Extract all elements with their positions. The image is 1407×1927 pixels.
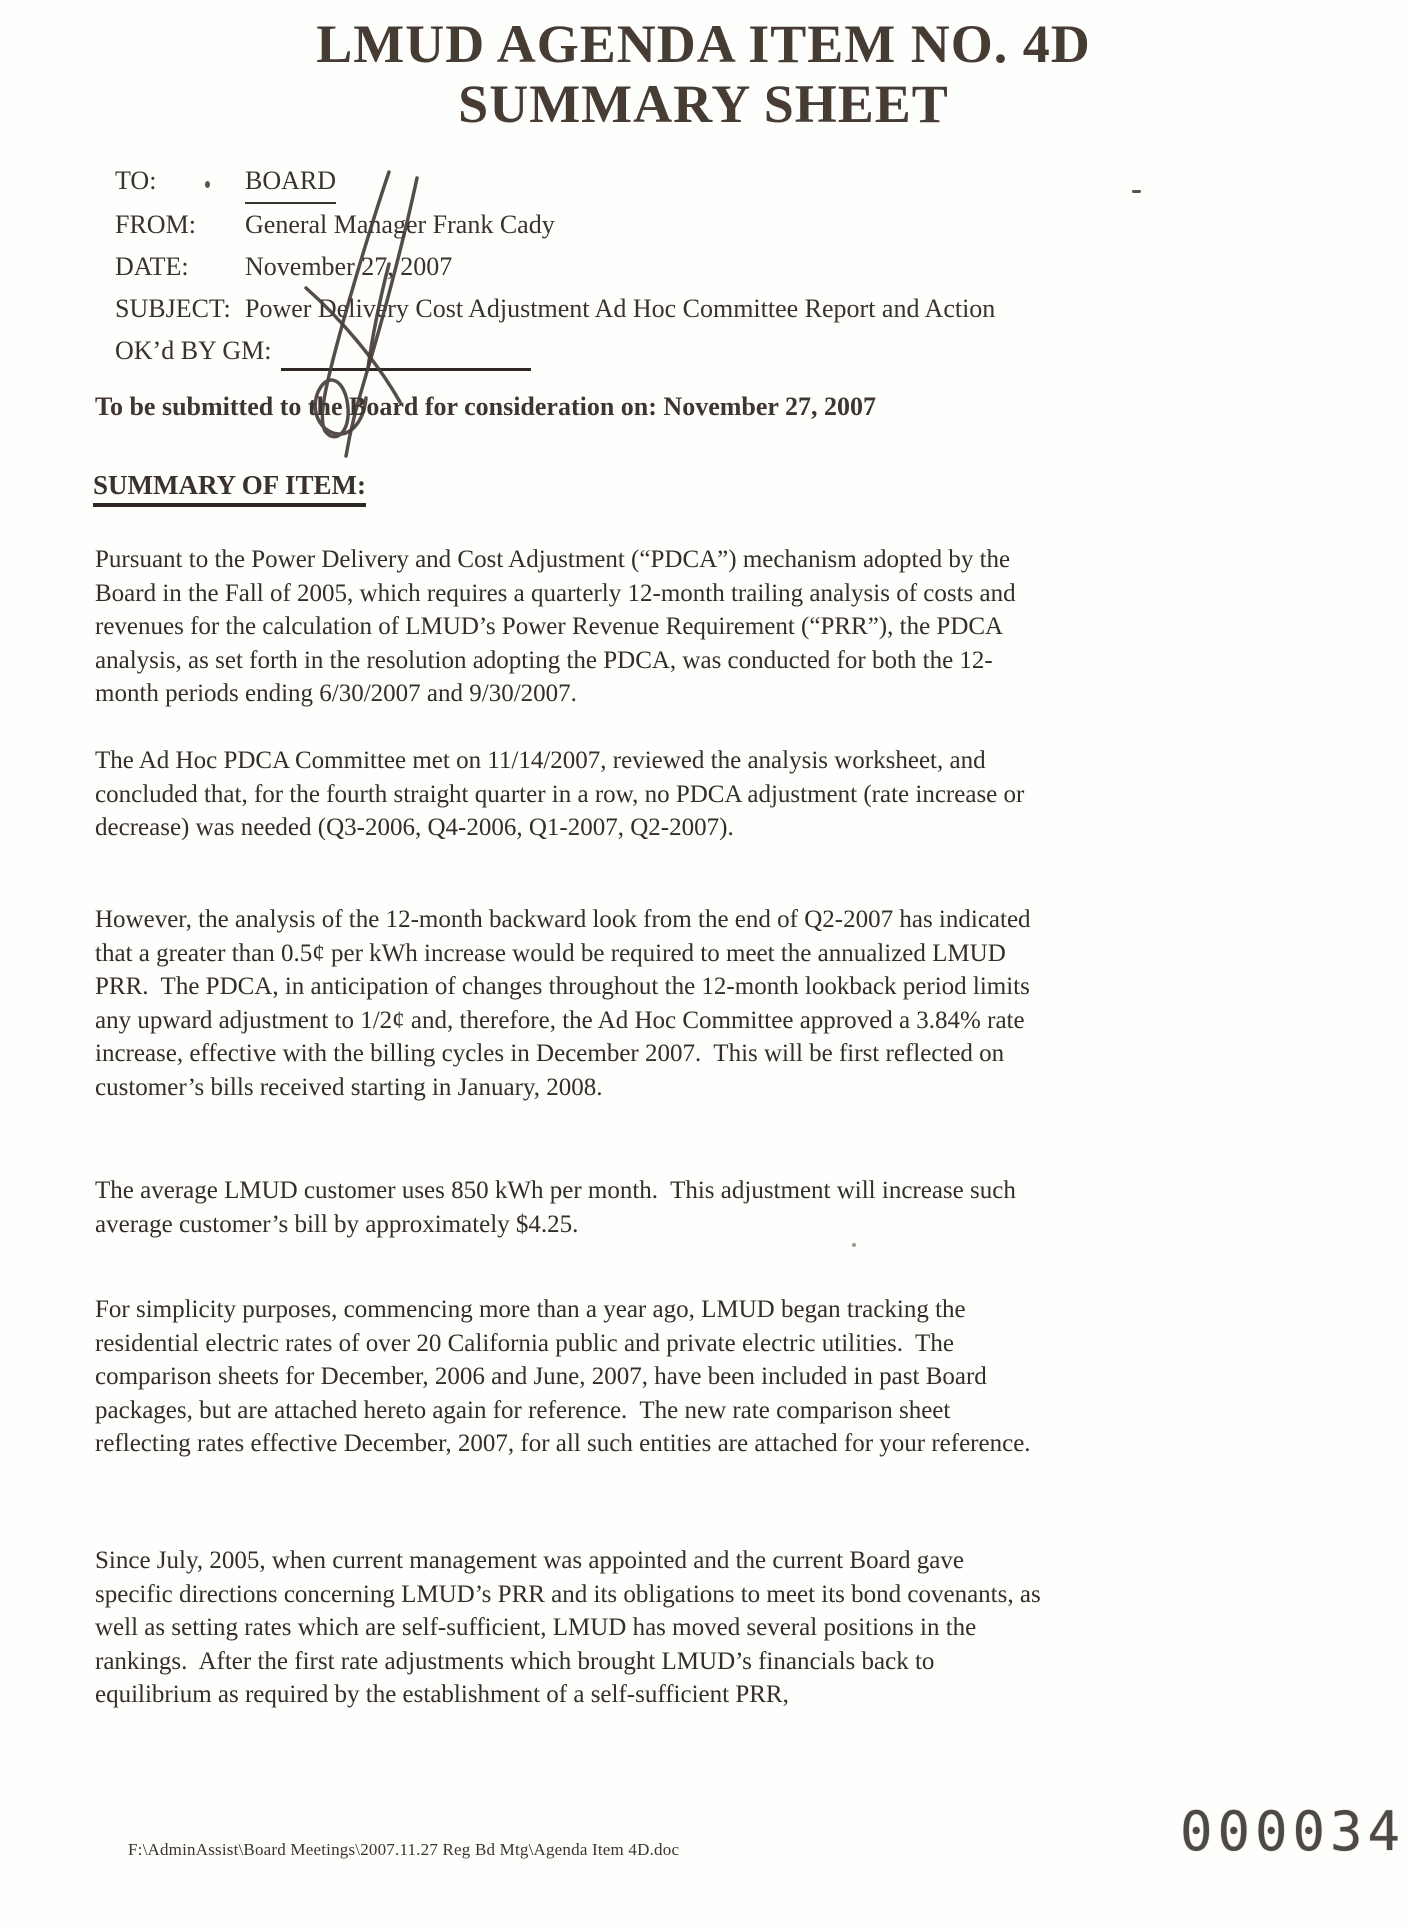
paragraph-4: The average LMUD customer uses 850 kWh per month. This adjustment will increase such average customer’s bill by approximately $4.25. bbox=[95, 1177, 1023, 1238]
scan-speck bbox=[205, 181, 210, 188]
field-value-date: November 27, 2007 bbox=[245, 252, 453, 281]
paragraph-5: For simplicity purposes, commencing more than a year ago, LMUD began tracking the residential electric rates of over 20 California public and private electric utilities. The comparison sheets for December, 2006 and June, 2007, have been included in past Board packages, but are attached hereto again for reference. The new rate comparison sheet reflecting rates effective December, 2007, for all such entities are attached for your reference. bbox=[95, 1296, 1031, 1457]
field-row-to bbox=[115, 160, 995, 204]
field-value-to: BOARD bbox=[245, 160, 336, 204]
page-number-stamp: 000034 bbox=[1180, 1800, 1406, 1863]
submit-line: To be submitted to the Board for consideration on: November 27, 2007 bbox=[95, 392, 876, 421]
field-label-to: TO: bbox=[115, 166, 157, 195]
scan-speck bbox=[1132, 190, 1141, 193]
field-row-from bbox=[115, 204, 995, 246]
title-line-1: LMUD AGENDA ITEM NO. 4D bbox=[316, 14, 1091, 74]
paragraph-1: Pursuant to the Power Delivery and Cost Adjustment (“PDCA”) mechanism adopted by the Board in the Fall of 2005, which requires a quarterly 12-month trailing analysis of costs and revenues for the calculation of LMUD’s Power Revenue Requirement (“PRR”), the PDCA analysis, as set forth in the resolution adopting the PDCA, was conducted for both the 12-month periods ending 6/30/2007 and 9/30/2007. bbox=[95, 546, 1022, 707]
paragraph-3: However, the analysis of the 12-month backward look from the end of Q2-2007 has indicated that a greater than 0.5¢ per kWh increase would be required to meet the annualized LMUD PRR. The PDCA, in anticipation of changes throughout the 12-month lookback period limits any upward adjustment to 1/2¢ and, therefore, the Ad Hoc Committee approved a 3.84% rate increase, effective with the billing cycles in December 2007. This will be first reflected on customer’s bills received starting in January, 2008. bbox=[95, 906, 1037, 1101]
file-path: F:\AdminAssist\Board Meetings\2007.11.27 Reg Bd Mtg\Agenda Item 4D.doc bbox=[128, 1840, 680, 1859]
scan-speck bbox=[852, 1243, 856, 1247]
field-label-date: DATE: bbox=[115, 252, 189, 281]
section-heading: SUMMARY OF ITEM: bbox=[93, 470, 366, 507]
paragraph-2: The Ad Hoc PDCA Committee met on 11/14/2007, reviewed the analysis worksheet, and concluded that, for the fourth straight quarter in a row, no PDCA adjustment (rate increase or decrease) was needed (Q3-2006, Q4-2006, Q1-2007, Q2-2007). bbox=[95, 747, 1031, 841]
field-row-okd-by-gm bbox=[115, 330, 995, 372]
field-label-okd-by-gm: OK’d BY GM: bbox=[115, 336, 272, 365]
field-row-subject bbox=[115, 288, 995, 330]
field-label-from: FROM: bbox=[115, 210, 196, 239]
field-value-from: General Manager Frank Cady bbox=[245, 210, 555, 239]
header-fields bbox=[115, 160, 995, 372]
paragraph-6: Since July, 2005, when current management was appointed and the current Board gave specific directions concerning LMUD’s PRR and its obligations to meet its bond covenants, as well as setting rates which are self-sufficient, LMUD has moved several positions in the rankings. After the first rate adjustments which brought LMUD’s financials back to equilibrium as required by the establishment of a self-sufficient PRR, bbox=[95, 1547, 1047, 1708]
field-value-subject: Power Delivery Cost Adjustment Ad Hoc Committee Report and Action bbox=[245, 294, 996, 323]
document-title bbox=[0, 14, 1407, 135]
title-line-2: SUMMARY SHEET bbox=[458, 74, 949, 135]
field-label-subject: SUBJECT: bbox=[115, 294, 231, 323]
field-row-date bbox=[115, 246, 995, 288]
signature-line bbox=[281, 367, 531, 371]
